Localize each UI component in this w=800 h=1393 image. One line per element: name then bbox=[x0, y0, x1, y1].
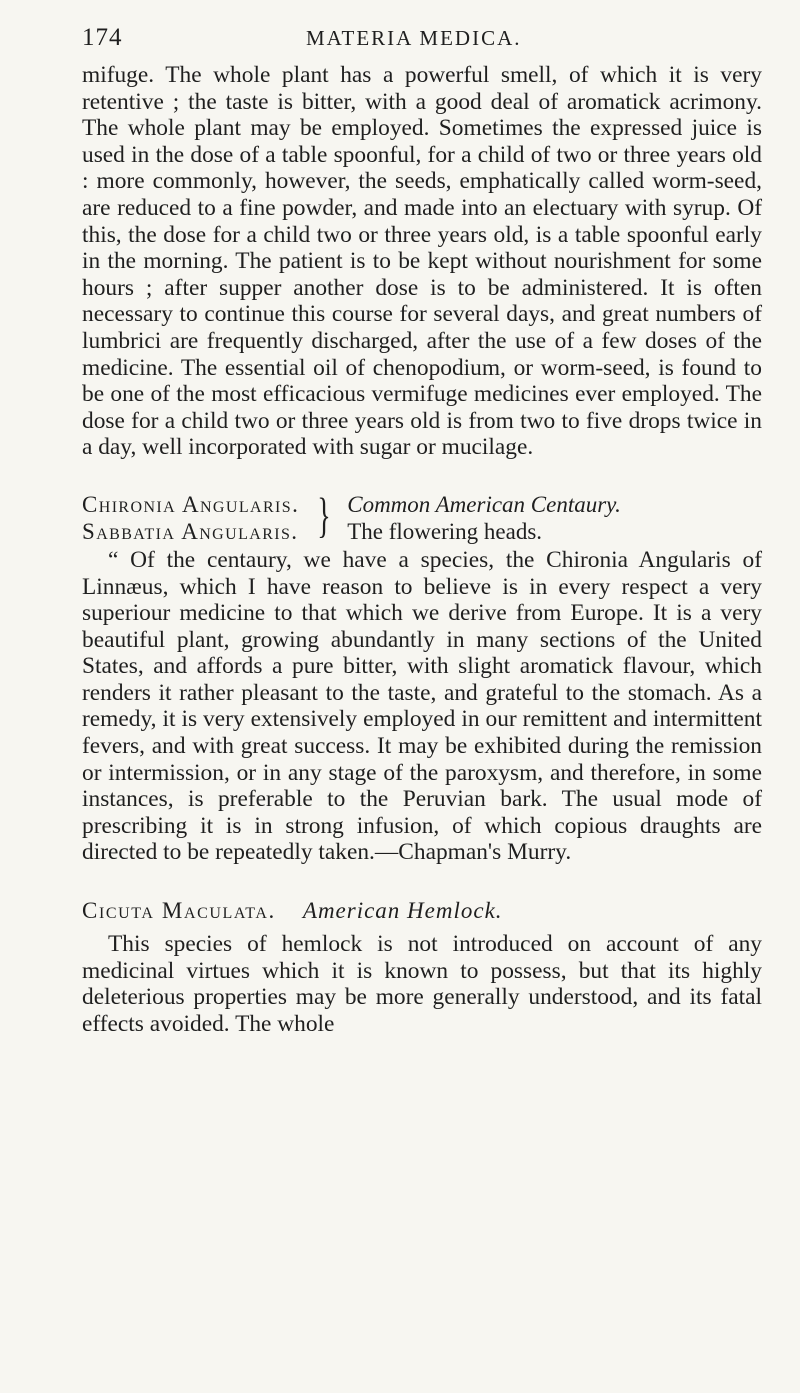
chironia-paragraph: “ Of the centaury, we have a species, the Chironia Angularis of Linnæus, which I have reason to believe is in every respect a very superiour medicine to that which we derive from Europe. It is a very beautiful plant, growing abundantly in many sections of the United States, and affords a pure bitter, with slight aromatick flavour, which renders it rather pleasant to the taste, and grateful to the stomach. As a remedy, it is very extensively employed in our remittent and intermittent fevers, and with great success. It may be exhibited during the remission or intermission, or in any stage of the paroxysm, and therefore, in some instances, is preferable to the Peruvian bark. The usual mode of prescribing it is in strong infusion, of which copious draughts are directed to be repeatedly taken.—Chapman's Murry. bbox=[82, 546, 762, 866]
chironia-part-used: The flowering heads. bbox=[347, 518, 543, 544]
sabbatia-latin-name: Sabbatia Angularis. bbox=[82, 518, 299, 544]
cicuta-common-name: American Hemlock. bbox=[302, 898, 503, 924]
running-head: MATERIA MEDICA. bbox=[306, 26, 522, 50]
brace: } bbox=[317, 489, 331, 544]
chironia-common-name: Common American Centaury. bbox=[347, 491, 621, 517]
page-header bbox=[82, 24, 762, 62]
chironia-common-names bbox=[347, 491, 621, 545]
chironia-latin-name: Chironia Angularis. bbox=[82, 491, 300, 517]
chironia-latin-names bbox=[82, 491, 299, 545]
cicuta-heading bbox=[82, 897, 762, 924]
cicuta-paragraph: This species of hemlock is not introduced on account of any medicinal virtues which it is known to possess, but that its highly deleterious properties may be more generally understood, and its fatal effects avoided. The whole bbox=[82, 931, 762, 1037]
page-number: 174 bbox=[82, 24, 123, 51]
opening-paragraph: mifuge. The whole plant has a powerful smell, of which it is very retentive ; the taste is bitter, with a good deal of aromatick acrimony. The whole plant may be employed. Sometimes the expressed juice is used in the dose of a table spoonful, for a child of two or three years old : more commonly, however, the seeds, emphatically called worm-seed, are reduced to a fine powder, and made into an electuary with syrup. Of this, the dose for a child two or three years old, is a table spoonful early in the morning. The patient is to be kept without nourishment for some hours ; after supper another dose is to be administered. It is often necessary to continue this course for several days, and great numbers of lumbrici are frequently discharged, after the use of a few doses of the medicine. The essential oil of chenopodium, or worm-seed, is found to be one of the most efficacious vermifuge medicines ever employed. The dose for a child two or three years old is from two to five drops twice in a day, well incorporated with sugar or mucilage. bbox=[82, 62, 762, 461]
cicuta-latin-name: Cicuta Maculata. bbox=[82, 898, 276, 924]
chironia-heading bbox=[82, 491, 762, 545]
